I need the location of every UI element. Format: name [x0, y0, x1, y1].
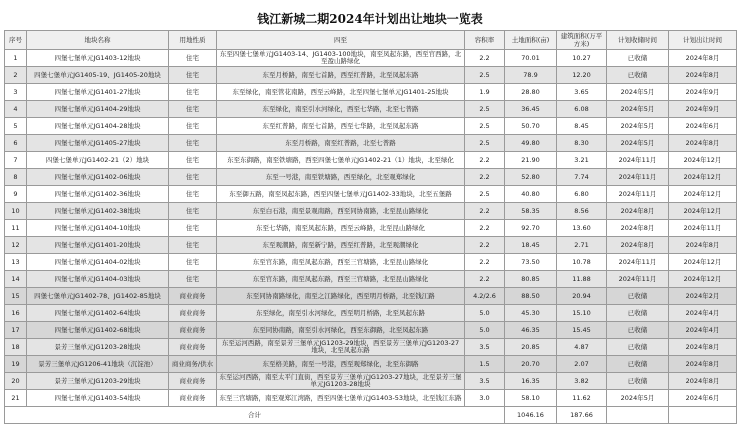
cell-far: 2.2: [465, 169, 505, 186]
cell-use: 住宅: [169, 84, 217, 101]
cell-bounds: 东至红普路，南至七首路，西至七华路，北至凤起东路: [217, 118, 465, 135]
cell-parcel: 四堡七堡单元JG1403-54地块: [27, 390, 169, 407]
total-label: 合计: [5, 407, 505, 424]
cell-far: 2.2: [465, 152, 505, 169]
cell-seq: 14: [5, 271, 27, 288]
cell-sale: 2024年12月: [669, 169, 737, 186]
total-area: 1046.16: [505, 407, 557, 424]
cell-floor: 13.60: [557, 220, 607, 237]
table-row: [5, 339, 737, 356]
cell-far: 2.5: [465, 101, 505, 118]
cell-use: 住宅: [169, 203, 217, 220]
cell-seq: 1: [5, 50, 27, 67]
table-row: [5, 186, 737, 203]
cell-sale: 2024年12月: [669, 152, 737, 169]
cell-floor: 4.87: [557, 339, 607, 356]
cell-sale: 2024年8月: [669, 50, 737, 67]
header-use: 用地性质: [169, 31, 217, 50]
cell-floor: 15.10: [557, 305, 607, 322]
cell-use: 住宅: [169, 135, 217, 152]
cell-status: 2024年5月: [607, 101, 669, 118]
cell-sale: 2024年8月: [669, 339, 737, 356]
cell-parcel: 四堡七堡单元JG1404-02地块: [27, 254, 169, 271]
cell-seq: 17: [5, 322, 27, 339]
table-row: [5, 373, 737, 390]
cell-status: 已收储: [607, 356, 669, 373]
table-row: [5, 356, 737, 373]
table-row: [5, 135, 737, 152]
cell-far: 2.5: [465, 67, 505, 84]
cell-bounds: 东至同协南路，南至引水河绿化，西至东御路，北至凤起东路: [217, 322, 465, 339]
cell-area: 88.50: [505, 288, 557, 305]
cell-floor: 3.21: [557, 152, 607, 169]
cell-area: 92.70: [505, 220, 557, 237]
cell-seq: 7: [5, 152, 27, 169]
header-far: 容积率: [465, 31, 505, 50]
cell-seq: 11: [5, 220, 27, 237]
cell-sale: 2024年6月: [669, 390, 737, 407]
cell-area: 21.90: [505, 152, 557, 169]
header-parcel: 地块名称: [27, 31, 169, 50]
cell-floor: 8.45: [557, 118, 607, 135]
cell-area: 80.85: [505, 271, 557, 288]
cell-floor: 8.56: [557, 203, 607, 220]
cell-use: 商业商务/供水: [169, 356, 217, 373]
cell-far: 2.2: [465, 254, 505, 271]
cell-far: 3.5: [465, 339, 505, 356]
cell-parcel: 景芳三堡单元JG1206-41地块（沉淀池）: [27, 356, 169, 373]
cell-sale: 2024年6月: [669, 118, 737, 135]
cell-seq: 12: [5, 237, 27, 254]
cell-parcel: 四堡七堡单元JG1402-64地块: [27, 305, 169, 322]
total-row: [5, 407, 737, 424]
cell-bounds: 东至绿化，南至引水河绿化，西至明月桥路，北至凤起东路: [217, 305, 465, 322]
cell-far: 5.0: [465, 305, 505, 322]
cell-parcel: 四堡七堡单元JG1404-03地块: [27, 271, 169, 288]
cell-status: 2024年5月: [607, 390, 669, 407]
cell-sale: 2024年12月: [669, 271, 737, 288]
cell-use: 商业商务: [169, 322, 217, 339]
cell-floor: 6.80: [557, 186, 607, 203]
cell-sale: 2024年11月: [669, 220, 737, 237]
table-row: [5, 152, 737, 169]
cell-use: 住宅: [169, 169, 217, 186]
table-row: [5, 118, 737, 135]
cell-status: 已收储: [607, 288, 669, 305]
cell-sale: 2024年8月: [669, 135, 737, 152]
cell-status: 2024年8月: [607, 220, 669, 237]
cell-bounds: 东至绿化，南至引水河绿化，西至七华路，北至七普路: [217, 101, 465, 118]
header-floor: 建筑面积(万平方米): [557, 31, 607, 50]
cell-parcel: 四堡七堡单元JG1402-38地块: [27, 203, 169, 220]
cell-parcel: 四堡七堡单元JG1401-20地块: [27, 237, 169, 254]
cell-area: 45.30: [505, 305, 557, 322]
cell-parcel: 四堡七堡单元JG1404-10地块: [27, 220, 169, 237]
cell-bounds: 东至三官塘路，南至观郑江湾路，西至四堡七堡单元JG1403-53地块，北至钱江东路: [217, 390, 465, 407]
total-floor: 187.66: [557, 407, 607, 424]
cell-seq: 19: [5, 356, 27, 373]
cell-area: 18.45: [505, 237, 557, 254]
cell-status: 2024年11月: [607, 152, 669, 169]
total-empty-1: [607, 407, 669, 424]
cell-seq: 15: [5, 288, 27, 305]
cell-sale: 2024年8月: [669, 237, 737, 254]
header-row: [5, 31, 737, 50]
cell-floor: 11.88: [557, 271, 607, 288]
cell-seq: 6: [5, 135, 27, 152]
cell-far: 2.5: [465, 135, 505, 152]
cell-use: 住宅: [169, 118, 217, 135]
cell-status: 2024年5月: [607, 118, 669, 135]
cell-status: 已收储: [607, 322, 669, 339]
cell-floor: 11.62: [557, 390, 607, 407]
cell-use: 住宅: [169, 271, 217, 288]
cell-status: 2024年11月: [607, 271, 669, 288]
cell-sale: 2024年12月: [669, 254, 737, 271]
cell-bounds: 东至观潮路，南至新宁路，西至红普路，北至观潮绿化: [217, 237, 465, 254]
cell-far: 2.2: [465, 271, 505, 288]
cell-parcel: 景芳三堡单元JG1203-28地块: [27, 339, 169, 356]
cell-seq: 16: [5, 305, 27, 322]
cell-parcel: 四堡七堡单元JG1402-78、JG1402-85地块: [27, 288, 169, 305]
table-row: [5, 305, 737, 322]
cell-sale: 2024年8月: [669, 67, 737, 84]
cell-sale: 2024年4月: [669, 305, 737, 322]
cell-area: 49.80: [505, 135, 557, 152]
cell-bounds: 东至东御路，南至铁塘路，西至四堡七堡单元JG1402-21（1）地块，北至绿化: [217, 152, 465, 169]
header-status: 计划收储时间: [607, 31, 669, 50]
cell-far: 2.2: [465, 220, 505, 237]
cell-parcel: 四堡七堡单元JG1401-27地块: [27, 84, 169, 101]
cell-seq: 9: [5, 186, 27, 203]
cell-floor: 3.65: [557, 84, 607, 101]
cell-area: 36.45: [505, 101, 557, 118]
cell-parcel: 四堡七堡单元JG1403-12地块: [27, 50, 169, 67]
cell-seq: 2: [5, 67, 27, 84]
cell-parcel: 四堡七堡单元JG1402-21（2）地块: [27, 152, 169, 169]
cell-status: 2024年5月: [607, 135, 669, 152]
cell-sale: 2024年4月: [669, 322, 737, 339]
cell-status: 已收储: [607, 67, 669, 84]
table-row: [5, 50, 737, 67]
cell-parcel: 四堡七堡单元JG1404-29地块: [27, 101, 169, 118]
cell-far: 2.5: [465, 118, 505, 135]
cell-use: 住宅: [169, 101, 217, 118]
cell-use: 住宅: [169, 50, 217, 67]
cell-area: 40.80: [505, 186, 557, 203]
cell-area: 20.70: [505, 356, 557, 373]
cell-floor: 10.27: [557, 50, 607, 67]
cell-area: 20.85: [505, 339, 557, 356]
cell-floor: 2.07: [557, 356, 607, 373]
cell-far: 2.2: [465, 50, 505, 67]
cell-floor: 20.94: [557, 288, 607, 305]
table-row: [5, 390, 737, 407]
table-row: [5, 203, 737, 220]
total-empty-2: [669, 407, 737, 424]
cell-status: 已收储: [607, 305, 669, 322]
cell-far: 1.9: [465, 84, 505, 101]
cell-area: 28.80: [505, 84, 557, 101]
cell-parcel: 四堡七堡单元JG1404-28地块: [27, 118, 169, 135]
cell-parcel: 四堡七堡单元JG1402-36地块: [27, 186, 169, 203]
cell-sale: 2024年8月: [669, 356, 737, 373]
cell-sale: 2024年12月: [669, 186, 737, 203]
cell-sale: 2024年8月: [669, 373, 737, 390]
cell-bounds: 东至七华路，南至凤起东路，西至云峰路，北至昆山路绿化: [217, 220, 465, 237]
cell-floor: 15.45: [557, 322, 607, 339]
cell-use: 住宅: [169, 237, 217, 254]
cell-bounds: 东至一号港，南至铁塘路，西至绿化，北至观郑绿化: [217, 169, 465, 186]
header-seq: 序号: [5, 31, 27, 50]
cell-bounds: 东至绿化，南至管花南路，西至云峰路，北至四堡七堡单元JG1401-25地块: [217, 84, 465, 101]
cell-status: 2024年11月: [607, 169, 669, 186]
header-bounds: 四至: [217, 31, 465, 50]
cell-bounds: 东至官东路，南至凤起东路，西至三官塘路，北至昆山路绿化: [217, 271, 465, 288]
cell-seq: 4: [5, 101, 27, 118]
table-row: [5, 237, 737, 254]
cell-use: 住宅: [169, 152, 217, 169]
cell-use: 商业商务: [169, 339, 217, 356]
cell-bounds: 东至白石港，南至景观南路，西至同协南路，北至昆山路绿化: [217, 203, 465, 220]
cell-sale: 2024年9月: [669, 101, 737, 118]
table-row: [5, 322, 737, 339]
page-title: 钱江新城二期2024年计划出让地块一览表: [257, 12, 483, 26]
cell-sale: 2024年12月: [669, 203, 737, 220]
cell-far: 2.5: [465, 186, 505, 203]
cell-status: 已收储: [607, 50, 669, 67]
cell-seq: 18: [5, 339, 27, 356]
cell-area: 73.50: [505, 254, 557, 271]
cell-seq: 20: [5, 373, 27, 390]
cell-far: 3.0: [465, 390, 505, 407]
table-row: [5, 220, 737, 237]
cell-seq: 13: [5, 254, 27, 271]
cell-bounds: 东至同协南路绿化，南至之江路绿化，西至明月桥路，北至钱江路: [217, 288, 465, 305]
cell-use: 商业商务: [169, 390, 217, 407]
cell-bounds: 东至御五路，南至凤起东路，西至四堡七堡单元JG1402-33地块，北至五堡路: [217, 186, 465, 203]
cell-far: 5.0: [465, 322, 505, 339]
cell-seq: 5: [5, 118, 27, 135]
cell-floor: 3.82: [557, 373, 607, 390]
cell-sale: 2024年2月: [669, 288, 737, 305]
cell-parcel: 四堡七堡单元JG1402-68地块: [27, 322, 169, 339]
cell-seq: 8: [5, 169, 27, 186]
cell-status: 2024年5月: [607, 84, 669, 101]
table-row: [5, 169, 737, 186]
cell-area: 58.10: [505, 390, 557, 407]
cell-floor: 10.78: [557, 254, 607, 271]
cell-floor: 12.20: [557, 67, 607, 84]
header-sale: 计划出让时间: [669, 31, 737, 50]
cell-area: 58.35: [505, 203, 557, 220]
table-row: [5, 84, 737, 101]
cell-status: 已收储: [607, 373, 669, 390]
cell-area: 16.35: [505, 373, 557, 390]
table-row: [5, 254, 737, 271]
cell-bounds: 东至运河西路，南至景芳三堡单元JG1203-29地块，西至景芳三堡单元JG1203-27地块，北至凤起东路: [217, 339, 465, 356]
cell-bounds: 东至月桥路，南至七首路，西至红普路，北至凤起东路: [217, 67, 465, 84]
cell-area: 52.80: [505, 169, 557, 186]
cell-parcel: 四堡七堡单元JG1405-27地块: [27, 135, 169, 152]
cell-sale: 2024年9月: [669, 84, 737, 101]
cell-parcel: 景芳三堡单元JG1203-29地块: [27, 373, 169, 390]
cell-use: 住宅: [169, 254, 217, 271]
cell-area: 78.9: [505, 67, 557, 84]
cell-far: 3.5: [465, 373, 505, 390]
cell-far: 4.2/2.6: [465, 288, 505, 305]
cell-status: 2024年11月: [607, 254, 669, 271]
cell-floor: 6.08: [557, 101, 607, 118]
cell-floor: 8.30: [557, 135, 607, 152]
cell-bounds: 东至四堡七堡单元JG1403-14、JG1403-100地块，南至凤起东路，西至官西路，北至盈山路绿化: [217, 50, 465, 67]
cell-area: 70.01: [505, 50, 557, 67]
parcel-table: [4, 30, 737, 424]
cell-floor: 2.71: [557, 237, 607, 254]
cell-seq: 10: [5, 203, 27, 220]
cell-use: 住宅: [169, 67, 217, 84]
cell-status: 已收储: [607, 339, 669, 356]
cell-area: 50.70: [505, 118, 557, 135]
cell-far: 2.2: [465, 237, 505, 254]
cell-far: 2.2: [465, 203, 505, 220]
cell-status: 2024年8月: [607, 237, 669, 254]
cell-area: 46.35: [505, 322, 557, 339]
table-row: [5, 101, 737, 118]
cell-bounds: 东至官东路，南至凤起东路，西至三官塘路，北至昆山路绿化: [217, 254, 465, 271]
cell-use: 商业商务: [169, 288, 217, 305]
cell-status: 2024年11月: [607, 186, 669, 203]
table-row: [5, 271, 737, 288]
cell-bounds: 东至月桥路，南至红普路，北至七普路: [217, 135, 465, 152]
header-area: 土地面积(亩): [505, 31, 557, 50]
cell-parcel: 四堡七堡单元JG1402-06地块: [27, 169, 169, 186]
cell-seq: 3: [5, 84, 27, 101]
table-row: [5, 67, 737, 84]
cell-use: 住宅: [169, 220, 217, 237]
cell-far: 1.5: [465, 356, 505, 373]
cell-use: 商业商务: [169, 305, 217, 322]
cell-seq: 21: [5, 390, 27, 407]
cell-use: 住宅: [169, 186, 217, 203]
cell-status: 2024年8月: [607, 203, 669, 220]
cell-bounds: 东至格美路，南至一号港，西至观郑绿化，北至东御路: [217, 356, 465, 373]
cell-parcel: 四堡七堡单元JG1405-19、JG1405-20地块: [27, 67, 169, 84]
cell-floor: 7.74: [557, 169, 607, 186]
table-row: [5, 288, 737, 305]
cell-use: 商业商务: [169, 373, 217, 390]
cell-bounds: 东至运河西路，南至太平门直街，西至景芳三堡单元JG1203-27地块，北至景芳三堡单元JG1203-28地块: [217, 373, 465, 390]
